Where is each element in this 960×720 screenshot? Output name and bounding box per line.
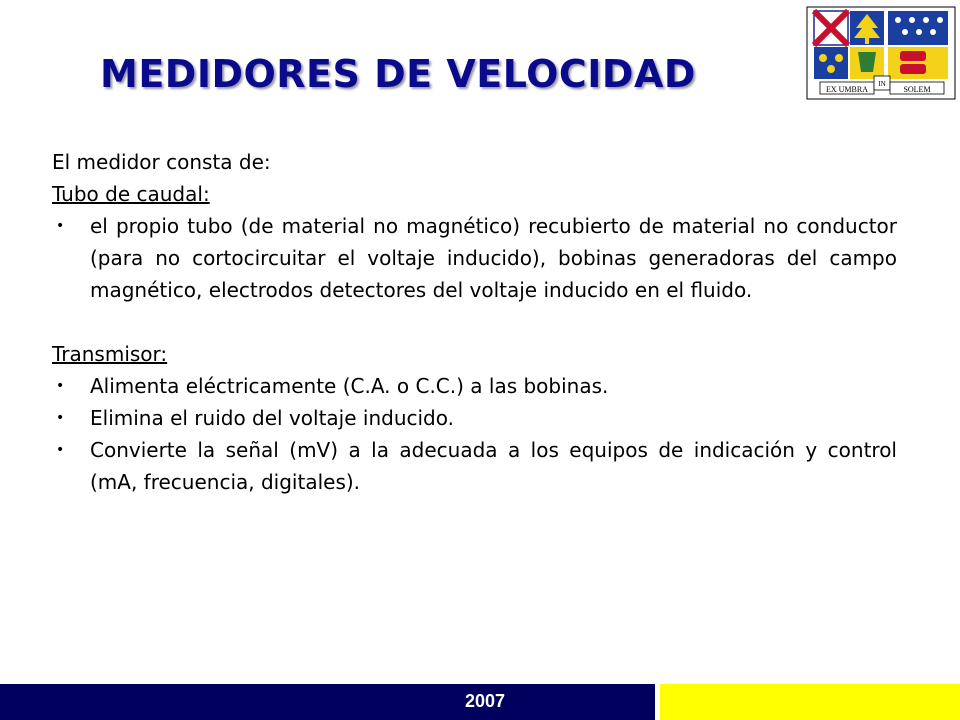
footer-right-band [660, 684, 960, 720]
bullet-text: Alimenta eléctricamente (C.A. o C.C.) a las bobinas. [90, 374, 609, 398]
logo-banner-left: EX UMBRA [825, 85, 869, 94]
bullet-text: Convierte la señal (mV) a la adecuada a los equipos de indicación y control (mA, frecuencia, digitales). [90, 438, 897, 494]
university-crest-logo [806, 6, 956, 100]
slide-title: MEDIDORES DE VELOCIDAD [100, 52, 696, 96]
bullet-icon: • [56, 442, 65, 458]
transmisor-heading: Transmisor: [52, 342, 168, 366]
slide-body [52, 146, 897, 498]
bullet-icon: • [56, 378, 65, 394]
list-item [52, 370, 897, 402]
logo-banner-right: SOLEM [903, 85, 931, 94]
transmisor-bullet-list [52, 370, 897, 498]
bullet-icon: • [56, 410, 65, 426]
list-item [52, 210, 897, 306]
bullet-icon: • [56, 218, 65, 234]
tubo-heading: Tubo de caudal: [52, 182, 210, 206]
footer-bar [0, 684, 960, 720]
footer-left-band [0, 684, 655, 720]
tubo-bullet-list [52, 210, 897, 306]
intro-text: El medidor consta de: [52, 150, 271, 174]
bullet-text: el propio tubo (de material no magnético) recubierto de material no conductor (para no cortocircuitar el voltaje inducido), bobinas generadoras del campo magnético, electrodos detectores del voltaje inducido en el fluido. [90, 214, 897, 302]
footer-year: 2007 [465, 691, 506, 711]
list-item [52, 402, 897, 434]
list-item [52, 434, 897, 498]
logo-banner-center: IN [878, 80, 886, 88]
bullet-text: Elimina el ruido del voltaje inducido. [90, 406, 454, 430]
